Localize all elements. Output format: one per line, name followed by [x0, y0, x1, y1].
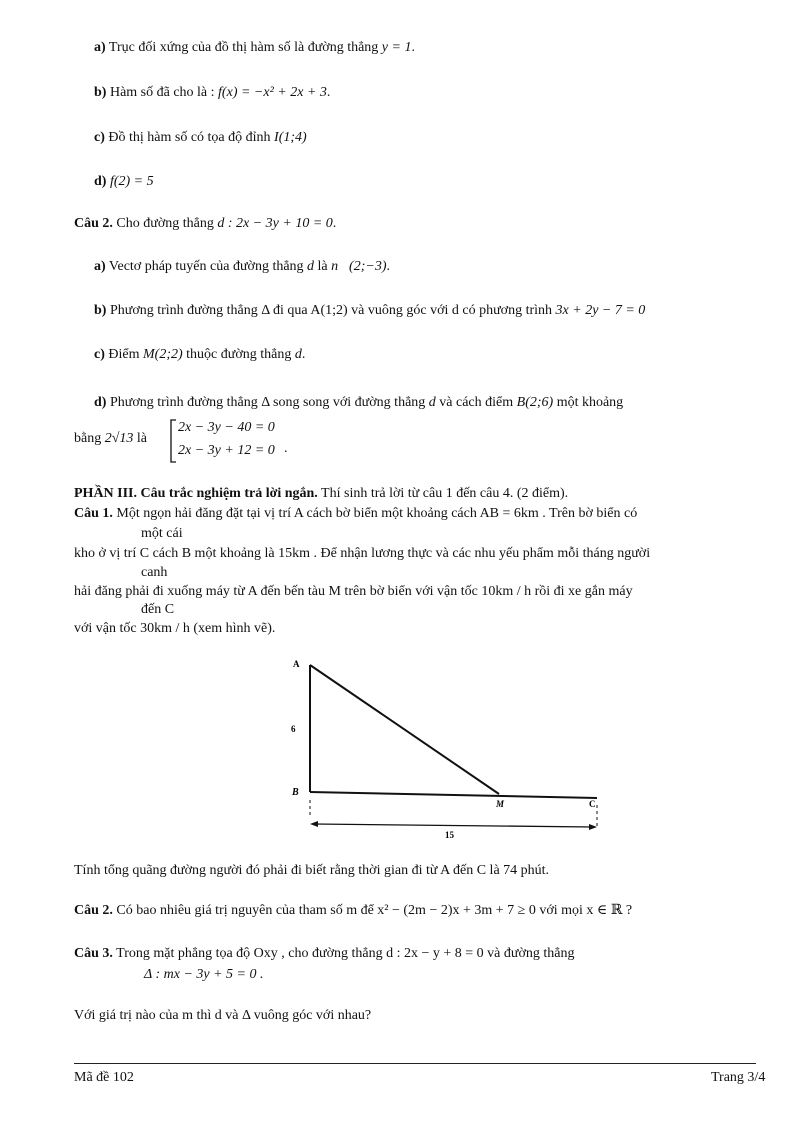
item-tail: một khoảng: [553, 395, 624, 410]
item-var: d: [307, 259, 315, 274]
item-var: d: [428, 395, 436, 410]
item-label: d): [94, 395, 107, 410]
item-label: c): [94, 347, 105, 362]
p3-q1-after: Tính tổng quãng đường người đó phải đi biết rằng thời gian đi từ A đến C là 74 phút.: [74, 863, 550, 878]
part-title: PHẦN III. Câu trắc nghiệm trả lời ngắn.: [74, 486, 318, 501]
footer-page: Trang 3/4: [711, 1070, 766, 1085]
q1-item-c: [94, 129, 307, 147]
system-eq-2: 2x − 3y + 12 = 0: [178, 443, 275, 458]
item-math: f(x) = −x² + 2x + 3: [218, 85, 327, 100]
cont-math: 2√13: [104, 431, 134, 446]
item-label: d): [94, 174, 107, 189]
item-label: a): [94, 40, 106, 55]
item-text: Hàm số đã cho là :: [109, 85, 219, 100]
item-math: B(2;6): [516, 395, 554, 410]
p3-q3: [74, 945, 575, 963]
p3-q1-line1: [74, 505, 637, 523]
label-AB: 6: [291, 724, 296, 734]
item-text: Vectơ pháp tuyến của đường thẳng: [108, 259, 308, 274]
label-A: A: [293, 659, 300, 669]
footer-code: Mã đề 102: [74, 1070, 134, 1085]
item-text: Trục đối xứng của đồ thị hàm số là đường thẳng: [108, 40, 382, 55]
item-mid: và cách điểm: [435, 395, 517, 410]
cau2-item-b: [94, 302, 645, 320]
system-eq-1: 2x − 3y − 40 = 0: [178, 420, 275, 435]
p3-q3-after: Với giá trị nào của m thì d và Δ vuông góc với nhau?: [74, 1008, 372, 1023]
item-end: .: [301, 347, 306, 362]
item-label: b): [94, 303, 107, 318]
item-label: a): [94, 259, 106, 274]
system-dot: .: [284, 441, 288, 456]
question-label: Câu 1.: [74, 506, 113, 521]
p3-q1-line2: một cái: [141, 526, 183, 541]
cont-prefix: bằng: [74, 431, 105, 446]
item-math: y = 1: [381, 40, 412, 55]
item-math: M(2;2): [143, 347, 183, 362]
item-math: 3x + 2y − 7 = 0: [555, 303, 646, 318]
q1-text-1: Một ngọn hải đăng đặt tại vị trí A cách bờ biển một khoảng cách AB = 6km . Trên bờ biển có: [112, 506, 638, 521]
segment-BC: [310, 792, 597, 798]
label-BC: 15: [445, 830, 454, 840]
label-B: B: [292, 787, 299, 798]
label-C: C: [589, 799, 596, 809]
question-label: Câu 2.: [74, 903, 113, 918]
question-label: Câu 3.: [74, 946, 113, 961]
item-label: c): [94, 130, 105, 145]
p3-q1-line7: với vận tốc 30km / h (xem hình vẽ).: [74, 621, 276, 636]
q1-item-b: [94, 84, 330, 102]
item-tail: .: [326, 85, 331, 100]
item-math: I(1;4): [274, 130, 307, 145]
item-math: f(2) = 5: [109, 174, 154, 189]
p3-q1-line4: canh: [141, 565, 168, 580]
item-text: Phương trình đường thẳng Δ đi qua A(1;2) và vuông góc với d có phương trình: [109, 303, 556, 318]
dim-line: [314, 824, 593, 827]
cau2-item-d-cont: [74, 430, 147, 448]
item-text: Điểm: [108, 347, 143, 362]
item-tail: .: [411, 40, 415, 55]
item-tail: thuộc đường thẳng: [182, 347, 295, 362]
p3-q1-line6: đến C: [141, 602, 175, 617]
item-label: b): [94, 85, 107, 100]
footer-rule: [74, 1063, 756, 1064]
lighthouse-figure: [280, 655, 610, 845]
q1-item-a: [94, 39, 415, 57]
system-bracket: [168, 419, 178, 463]
p3-q2: [74, 902, 632, 920]
item-mid: là: [314, 259, 332, 274]
cau2-item-d: [94, 394, 623, 412]
p3-q3-line2: Δ : mx − 3y + 5 = 0 .: [144, 967, 264, 982]
cau2-item-c: [94, 346, 305, 364]
question-intro: Cho đường thẳng: [112, 216, 218, 231]
cau2-item-a: [94, 258, 390, 276]
dim-arrow-right: [589, 824, 597, 830]
item-var: d: [294, 347, 302, 362]
line-equation: d : 2x − 3y + 10 = 0: [217, 216, 333, 231]
item-text: Phương trình đường thẳng Δ song song với đường thẳng: [109, 395, 429, 410]
item-math: n⃗(2;−3): [331, 259, 387, 274]
part-title-rest: Thí sinh trả lời từ câu 1 đến câu 4. (2 điểm).: [317, 486, 569, 501]
item-text: Đồ thị hàm số có tọa độ đỉnh: [108, 130, 275, 145]
q1-item-d: [94, 173, 154, 191]
q3-text: Trong mặt phẳng tọa độ Oxy , cho đường thẳng d : 2x − y + 8 = 0 và đường thẳng: [112, 946, 575, 961]
question-label: Câu 2.: [74, 216, 113, 231]
cont-mid: là: [133, 431, 148, 446]
cau2-heading: Câu 2. Cho đường thẳng d : 2x − 3y + 10 = 0.: [74, 216, 337, 231]
part3-heading: [74, 485, 568, 503]
item-tail: .: [386, 259, 390, 274]
q2-text: Có bao nhiêu giá trị nguyên của tham số m để x² − (2m − 2)x + 3m + 7 ≥ 0 với mọi x ∈ ℝ ?: [112, 903, 633, 918]
dim-arrow-left: [310, 821, 318, 827]
segment-AM: [310, 665, 499, 794]
label-M: M: [496, 799, 505, 809]
p3-q1-line5: hải đăng phải đi xuống máy từ A đến bến tàu M trên bờ biển với vận tốc 10km / h rồi đi xe gắn máy: [74, 584, 633, 599]
p3-q1-line3: kho ở vị trí C cách B một khoảng là 15km . Để nhận lương thực và các nhu yếu phẩm mỗi tháng người: [74, 546, 651, 561]
